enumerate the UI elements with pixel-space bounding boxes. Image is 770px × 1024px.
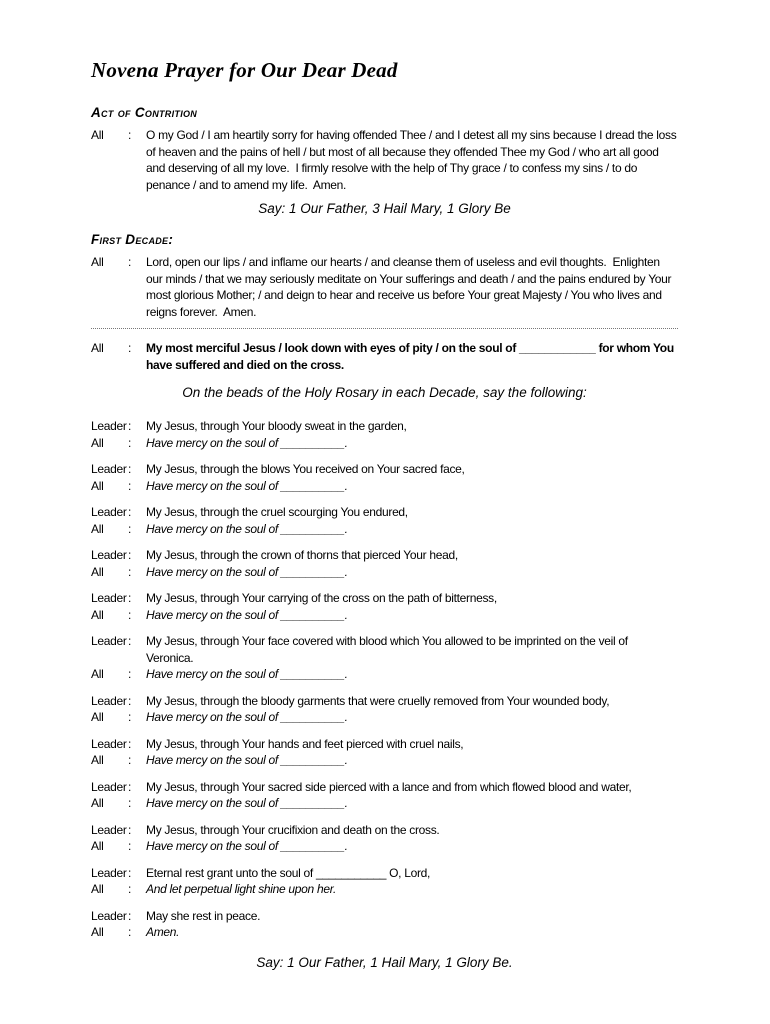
- versicle-response-row: [91, 521, 678, 538]
- versicle-response-row: [91, 924, 678, 941]
- versicle-response-line: Have mercy on the soul of __________.: [146, 667, 348, 681]
- versicle-item: [91, 547, 678, 580]
- speaker-label-leader: Leader: [91, 779, 127, 794]
- speaker-label-leader: Leader: [91, 865, 127, 880]
- speaker-label-all: All: [91, 607, 104, 622]
- versicle-response-line: Have mercy on the soul of __________.: [146, 796, 348, 810]
- dotted-divider: [91, 328, 678, 329]
- versicle-leader-line: My Jesus, through the cruel scourging You endured,: [146, 505, 408, 519]
- versicle-response-line: Have mercy on the soul of __________.: [146, 521, 348, 536]
- colon-separator: :: [128, 882, 132, 896]
- speaker-label-all: All: [91, 925, 104, 939]
- act-of-contrition-text: O my God / I am heartily sorry for having offended Thee / and I detest all my sins because I dread the loss of heaven and the pains of hell / but most of all because they offended Thee my God / who art all good and deserving of all my love. I firmly resolve with the help of Thy grace / to confess my sins / to do penance / and to amend my life. Amen.: [146, 128, 680, 192]
- versicle-leader-line: My Jesus, through the blows You received on Your sacred face,: [146, 462, 465, 476]
- speaker-label-all: All: [91, 710, 104, 724]
- versicle-leader-row: [91, 865, 678, 882]
- versicle-response-row: [91, 478, 678, 495]
- colon-separator: :: [128, 341, 132, 355]
- speaker-label-leader: Leader: [91, 591, 127, 605]
- speaker-label-all: All: [91, 882, 104, 896]
- versicle-item: [91, 736, 678, 769]
- colon-separator: :: [128, 521, 132, 536]
- versicle-response-line: And let perpetual light shine upon her.: [146, 882, 336, 896]
- colon-separator: :: [128, 865, 132, 880]
- speaker-label-leader: Leader: [91, 462, 127, 476]
- speaker-label-leader: Leader: [91, 736, 127, 751]
- versicle-leader-row: [91, 461, 678, 478]
- speaker-label-all: All: [91, 667, 104, 681]
- colon-separator: :: [128, 607, 132, 622]
- rubric-say-our-father-3-hail-mary: Say: 1 Our Father, 3 Hail Mary, 1 Glory Be: [258, 201, 511, 216]
- versicle-item: [91, 633, 678, 683]
- colon-separator: :: [128, 564, 132, 579]
- versicle-response-row: [91, 607, 678, 624]
- speaker-label-all: All: [91, 564, 104, 579]
- speaker-label-all: All: [91, 341, 104, 355]
- versicle-response-line: Have mercy on the soul of __________.: [146, 710, 348, 724]
- versicle-leader-line: My Jesus, through the crown of thorns that pierced Your head,: [146, 548, 458, 562]
- colon-separator: :: [128, 822, 132, 837]
- versicle-item: [91, 779, 678, 812]
- versicle-leader-row: [91, 418, 678, 435]
- colon-separator: :: [128, 908, 132, 923]
- speaker-label-leader: Leader: [91, 634, 127, 648]
- versicle-leader-row: [91, 693, 678, 710]
- speaker-label-leader: Leader: [91, 548, 127, 562]
- speaker-label-all: All: [91, 255, 104, 269]
- prayer-row-merciful-jesus: [91, 340, 678, 373]
- versicle-response-line: Amen.: [146, 925, 180, 939]
- prayer-row-act-of-contrition: [91, 127, 678, 193]
- rubric-closing-say-instruction: Say: 1 Our Father, 1 Hail Mary, 1 Glory Be.: [256, 954, 513, 970]
- colon-separator: :: [128, 693, 132, 708]
- versicles-list: [91, 418, 678, 941]
- versicle-response-row: [91, 709, 678, 726]
- versicle-leader-row: [91, 822, 678, 839]
- versicle-leader-line: My Jesus, through Your sacred side pierced with a lance and from which flowed blood and water,: [146, 779, 632, 794]
- colon-separator: :: [128, 839, 132, 853]
- versicle-leader-row: [91, 779, 678, 796]
- speaker-label-leader: Leader: [91, 693, 127, 708]
- speaker-label-all: All: [91, 128, 104, 142]
- speaker-label-all: All: [91, 521, 104, 536]
- colon-separator: :: [128, 710, 132, 724]
- versicle-leader-line: May she rest in peace.: [146, 908, 261, 923]
- versicle-leader-line: My Jesus, through Your bloody sweat in the garden,: [146, 419, 407, 433]
- colon-separator: :: [128, 736, 132, 751]
- versicle-response-line: Have mercy on the soul of __________.: [146, 435, 348, 450]
- section-first-decade: [91, 232, 678, 320]
- versicle-response-line: Have mercy on the soul of __________.: [146, 478, 348, 493]
- versicle-response-row: [91, 838, 678, 855]
- first-decade-text: Lord, open our lips / and inflame our hearts / and cleanse them of useless and evil thoughts. Enlighten our minds / that we may seriously meditate on Your sufferings and death / and the pains endured by Your most glorious Mother; / and deign to hear and receive us before Your great Majesty / You who lives and reigns forever. Amen.: [146, 255, 675, 319]
- versicle-leader-row: [91, 504, 678, 521]
- speaker-label-all: All: [91, 478, 104, 493]
- colon-separator: :: [128, 255, 132, 269]
- versicle-response-row: [91, 795, 678, 812]
- colon-separator: :: [128, 779, 132, 794]
- colon-separator: :: [128, 925, 132, 939]
- speaker-label-leader: Leader: [91, 822, 127, 837]
- speaker-label-leader: Leader: [91, 908, 127, 923]
- speaker-label-all: All: [91, 435, 104, 450]
- versicle-item: [91, 908, 678, 941]
- colon-separator: :: [128, 478, 132, 493]
- colon-separator: :: [128, 591, 132, 605]
- act-of-contrition-heading: Act of Contrition: [91, 105, 198, 120]
- versicle-response-line: Have mercy on the soul of __________.: [146, 564, 348, 579]
- versicle-leader-line: My Jesus, through the bloody garments that were cruelly removed from Your wounded body,: [146, 693, 610, 708]
- colon-separator: :: [128, 435, 132, 450]
- versicle-leader-line: My Jesus, through Your hands and feet pierced with cruel nails,: [146, 736, 464, 751]
- versicle-response-row: [91, 666, 678, 683]
- versicle-item: [91, 461, 678, 494]
- colon-separator: :: [128, 462, 132, 476]
- colon-separator: :: [128, 753, 132, 767]
- versicle-leader-row: [91, 908, 678, 925]
- versicle-item: [91, 865, 678, 898]
- versicle-leader-row: [91, 633, 678, 666]
- versicle-leader-row: [91, 590, 678, 607]
- colon-separator: :: [128, 796, 132, 810]
- versicle-leader-line: My Jesus, through Your crucifixion and death on the cross.: [146, 822, 440, 837]
- versicle-leader-line: My Jesus, through Your face covered with blood which You allowed to be imprinted on the veil of Veronica.: [146, 634, 631, 665]
- versicle-item: [91, 693, 678, 726]
- merciful-jesus-text: My most merciful Jesus / look down with eyes of pity / on the soul of ____________ for whom You have suffered and died on the cross.: [146, 341, 677, 372]
- versicle-response-row: [91, 435, 678, 452]
- colon-separator: :: [128, 128, 132, 142]
- versicle-response-row: [91, 881, 678, 898]
- speaker-label-all: All: [91, 796, 104, 810]
- versicle-leader-line: Eternal rest grant unto the soul of ___________ O, Lord,: [146, 865, 431, 880]
- versicle-item: [91, 822, 678, 855]
- prayer-row-first-decade: [91, 254, 678, 320]
- versicle-leader-row: [91, 736, 678, 753]
- rubric-beads-instruction: On the beads of the Holy Rosary in each Decade, say the following:: [182, 385, 587, 400]
- speaker-label-leader: Leader: [91, 419, 127, 433]
- speaker-label-leader: Leader: [91, 505, 127, 519]
- colon-separator: :: [128, 634, 132, 648]
- versicle-response-line: Have mercy on the soul of __________.: [146, 839, 348, 853]
- versicle-item: [91, 504, 678, 537]
- versicle-response-line: Have mercy on the soul of __________.: [146, 607, 348, 622]
- document-title: Novena Prayer for Our Dear Dead: [91, 58, 398, 82]
- versicle-response-row: [91, 752, 678, 769]
- colon-separator: :: [128, 667, 132, 681]
- colon-separator: :: [128, 505, 132, 519]
- speaker-label-all: All: [91, 839, 104, 853]
- versicle-item: [91, 590, 678, 623]
- colon-separator: :: [128, 419, 132, 433]
- versicle-response-row: [91, 564, 678, 581]
- colon-separator: :: [128, 548, 132, 562]
- versicle-response-line: Have mercy on the soul of __________.: [146, 753, 348, 767]
- speaker-label-all: All: [91, 753, 104, 767]
- versicle-leader-row: [91, 547, 678, 564]
- versicle-item: [91, 418, 678, 451]
- versicle-leader-line: My Jesus, through Your carrying of the cross on the path of bitterness,: [146, 591, 497, 605]
- first-decade-heading: First Decade:: [91, 232, 174, 247]
- section-act-of-contrition: [91, 105, 678, 216]
